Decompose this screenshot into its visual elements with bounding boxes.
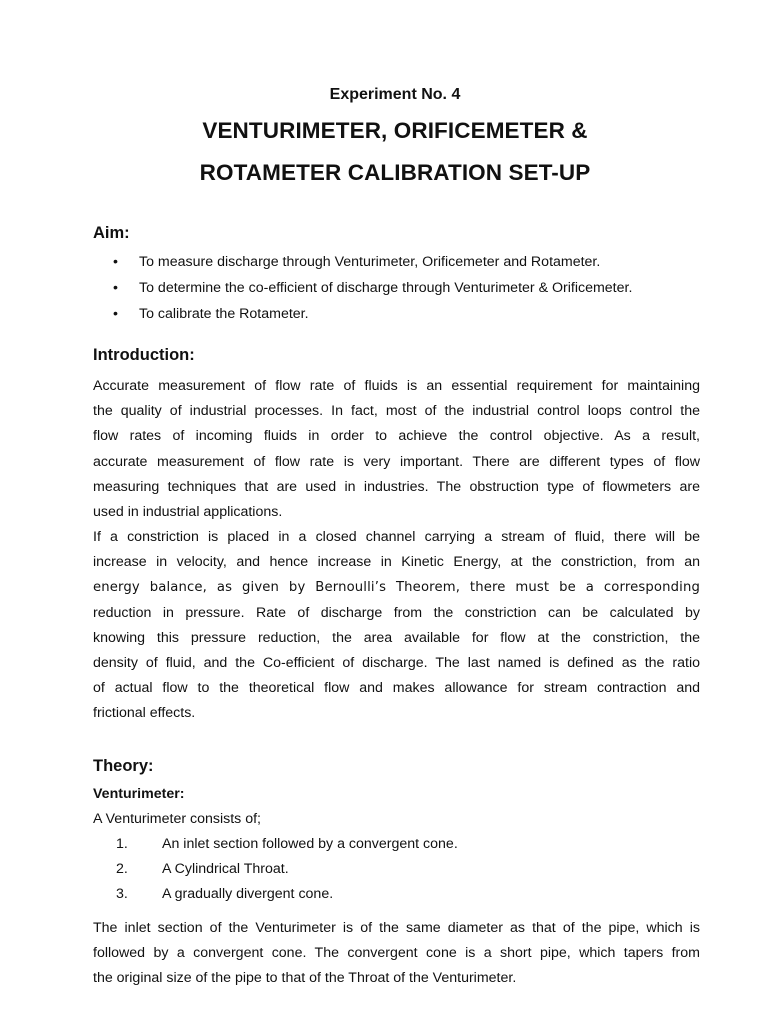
venturimeter-paragraph: The inlet section of the Venturimeter is of the same diameter as that of the pipe, which is followed by a convergent cone. The convergent cone is a short pipe, which tapers from the original size of the pipe to that of the Throat of the Venturimeter. [93,920,700,987]
aim-item: • To determine the co-efficient of discharge through Venturimeter & Orificemeter. [113,280,633,296]
list-item: 3. A gradually divergent cone. [116,886,334,902]
introduction-paragraph-1: Accurate measurement of flow rate of fluids is an essential requirement for maintaining the quality of industrial processes. In fact, most of the industrial control loops control the flow rates of incoming fluids in order to achieve the control objective. As a result, accurate measurement of flow rate is very important. There are different types of flow measuring techniques that are used in industries. The obstruction type of flowmeters are used in industrial applications. [93,378,700,520]
bullet-icon: • [113,306,118,322]
list-item: 1. An inlet section followed by a convergent cone. [116,836,458,852]
venturimeter-intro: A Venturimeter consists of; [93,811,261,827]
aim-item: • To measure discharge through Venturimeter, Orificemeter and Rotameter. [113,254,601,270]
bullet-icon: • [113,280,118,296]
experiment-number: Experiment No. 4 [329,86,461,103]
title-line-2: ROTAMETER CALIBRATION SET-UP [199,160,591,185]
aim-item: • To calibrate the Rotameter. [113,306,309,322]
theory-heading: Theory: [93,757,154,775]
introduction-heading: Introduction: [93,346,195,364]
venturimeter-subheading: Venturimeter: [93,786,185,802]
title-line-1: VENTURIMETER, ORIFICEMETER & [202,118,588,143]
bullet-icon: • [113,254,118,270]
introduction-paragraph-2: If a constriction is placed in a closed channel carrying a stream of fluid, there will be increase in velocity, and hence increase in Kinetic Energy, at the constriction, from an energy balance, as given by Bernoulli’s Theorem, there must be a corresponding reduction in pressure. Rate of discharge from the constriction can be calculated by knowing this pressure reduction, the area available for flow at the constriction, the density of fluid, and the Co-efficient of discharge. The last named is defined as the ratio of actual flow to the theoretical flow and makes allowance for stream contraction and frictional effects. [93,529,700,722]
aim-heading: Aim: [93,224,130,242]
list-item: 2. A Cylindrical Throat. [116,861,289,877]
